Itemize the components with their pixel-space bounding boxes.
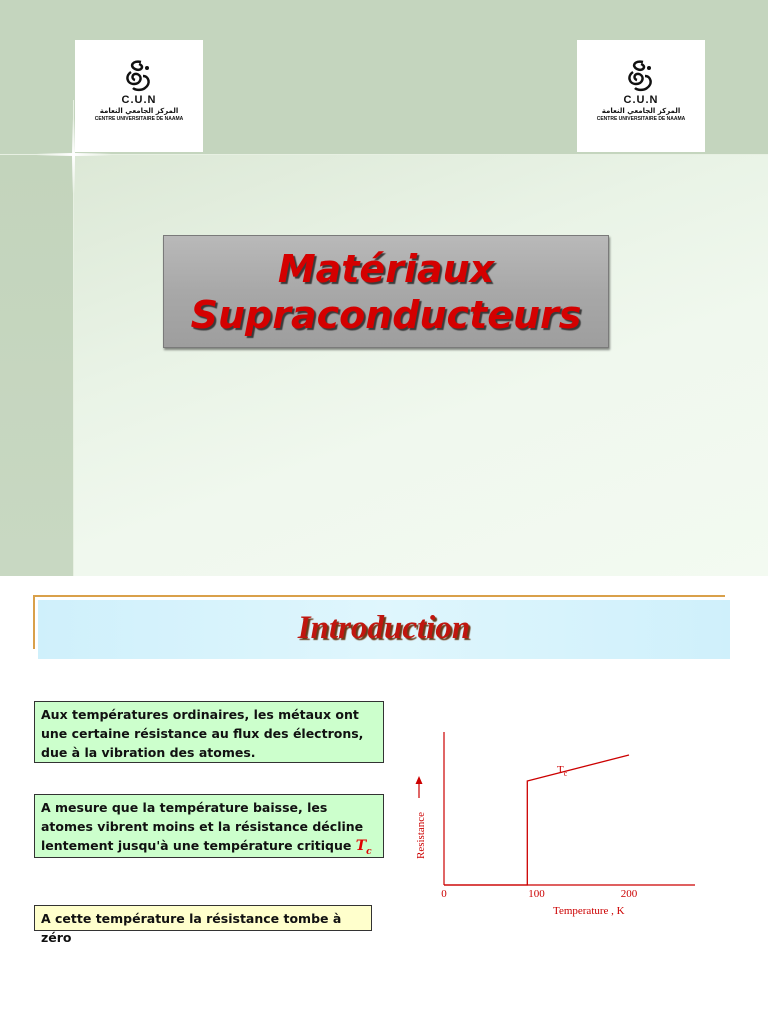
title-box — [163, 235, 609, 348]
title-line-2: Supraconducteurs — [190, 292, 582, 337]
slide-main-panel — [74, 155, 768, 576]
logo-arabic-name: المركز الجامعي النعامة — [99, 107, 179, 115]
critical-temperature-symbol — [355, 838, 372, 857]
x-axis-label: Temperature , K — [553, 905, 625, 917]
title-line-1: Matériaux — [277, 246, 495, 291]
tc-letter: T — [355, 838, 367, 854]
tc-subscript: c — [366, 846, 372, 857]
resistance-curve — [444, 755, 629, 885]
text-box-ordinary-temperatures: Aux températures ordinaires, les métaux ont une certaine résistance au flux des électrons, due à la vibration des atomes. — [34, 701, 384, 763]
text-box-body: A mesure que la température baisse, les atomes vibrent moins et la résistance décline lentement jusqu'à une température critique — [41, 800, 364, 853]
logo-arabic-name: المركز الجامعي النعامة — [601, 107, 681, 115]
university-logo-right — [577, 40, 705, 152]
text-box-resistance-zero: A cette température la résistance tombe à zéro — [34, 905, 372, 931]
introduction-slide — [0, 576, 768, 1024]
logo-french-name: CENTRE UNIVERSITAIRE DE NAAMA — [596, 116, 686, 122]
text-box-temperature-decrease — [34, 794, 384, 858]
x-tick-label: 0 — [441, 888, 447, 900]
x-tick-label: 200 — [620, 888, 638, 900]
divider-line — [0, 154, 768, 155]
logo-abbreviation: C.U.N — [121, 94, 157, 106]
logo-french-name: CENTRE UNIVERSITAIRE DE NAAMA — [94, 116, 184, 122]
university-logo-left — [75, 40, 203, 152]
logo-abbreviation: C.U.N — [623, 94, 659, 106]
y-axis-arrow-icon — [416, 776, 423, 798]
x-tick-label: 100 — [528, 888, 545, 900]
calligraphy-emblem-icon — [621, 58, 661, 94]
y-axis-label: Resistance — [415, 811, 427, 859]
tc-annotation: $T_c$ — [557, 764, 568, 778]
resistance-temperature-chart — [415, 724, 700, 924]
calligraphy-emblem-icon — [119, 58, 159, 94]
x-tick-labels — [441, 888, 638, 900]
slide-heading: Introduction — [297, 610, 471, 646]
slide-left-band — [0, 155, 74, 576]
